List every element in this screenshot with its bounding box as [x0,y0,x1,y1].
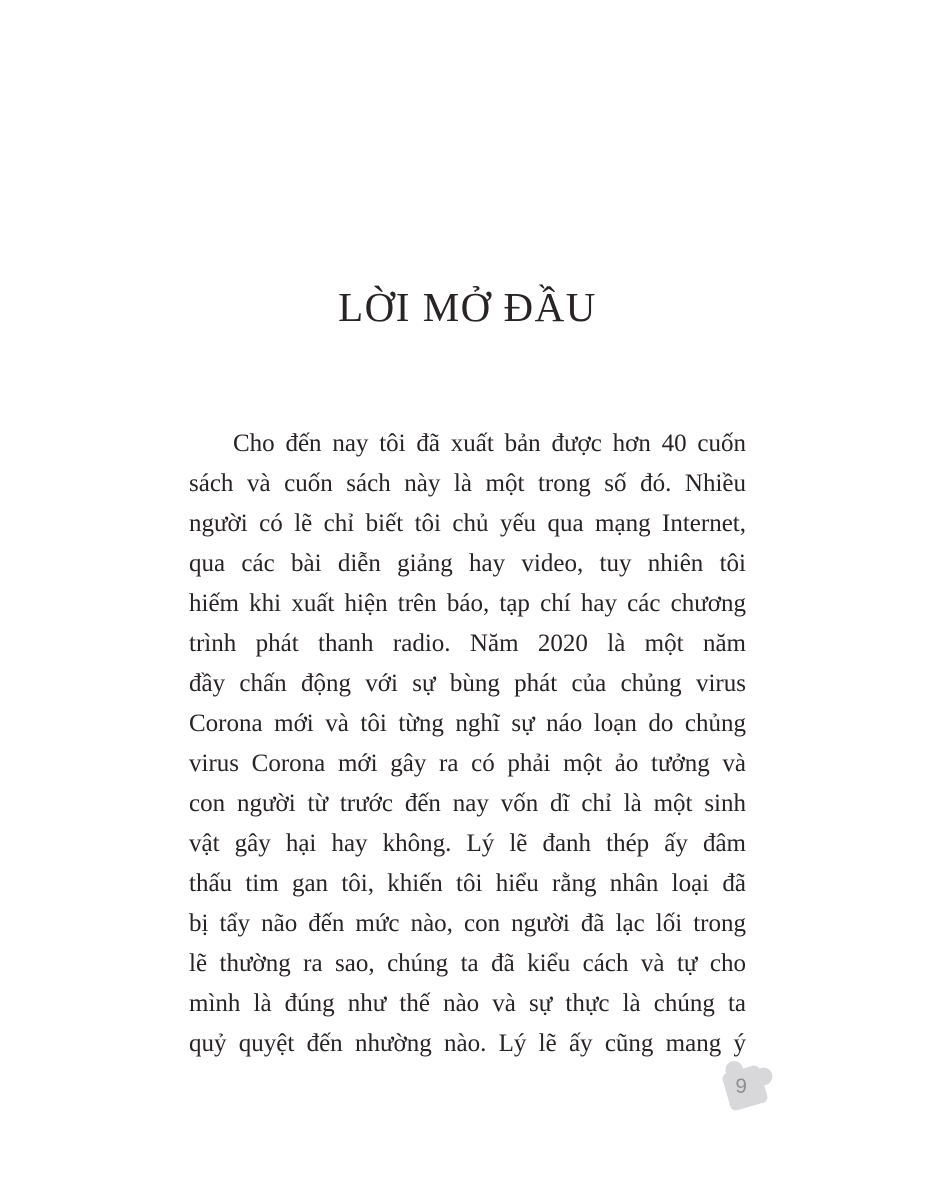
paragraph-line: Cho đến nay tôi đã xuất bản được hơn 40 cuốn [233,430,746,457]
paragraph-line: virus Corona mới gây ra có phải một ảo tưởng và [189,750,746,777]
puzzle-piece-icon [706,1050,786,1130]
paragraph-line: quỷ quyệt đến nhường nào. Lý lẽ ấy cũng mang ý [189,1030,746,1057]
paragraph-line: qua các bài diễn giảng hay video, tuy nhiên tôi [189,550,746,577]
paragraph-line: lẽ thường ra sao, chúng ta đã kiểu cách và tự cho [189,950,746,977]
chapter-title: LỜI MỞ ĐẦU [338,284,597,330]
page-number-marker [706,1050,786,1130]
paragraph-line: Corona mới và tôi từng nghĩ sự náo loạn do chủng [189,710,746,737]
page-number: 9 [735,1075,747,1099]
paragraph-line: sách và cuốn sách này là một trong số đó. Nhiều [189,470,746,497]
paragraph-line: hiếm khi xuất hiện trên báo, tạp chí hay các chương [189,590,746,617]
paragraph-line: con người từ trước đến nay vốn dĩ chỉ là một sinh [189,790,746,817]
paragraph-line: bị tẩy não đến mức nào, con người đã lạc lối trong [189,910,746,937]
paragraph-line: mình là đúng như thế nào và sự thực là chúng ta [189,990,746,1017]
body-paragraph [189,424,746,1064]
paragraph-line: vật gây hại hay không. Lý lẽ đanh thép ấy đâm [189,830,746,857]
paragraph-line: trình phát thanh radio. Năm 2020 là một năm [189,630,746,657]
paragraph-line: đầy chấn động với sự bùng phát của chủng virus [189,670,746,697]
paragraph-line: người có lẽ chỉ biết tôi chủ yếu qua mạng Internet, [189,510,746,537]
paragraph-line: thấu tim gan tôi, khiến tôi hiểu rằng nhân loại đã [189,870,746,897]
